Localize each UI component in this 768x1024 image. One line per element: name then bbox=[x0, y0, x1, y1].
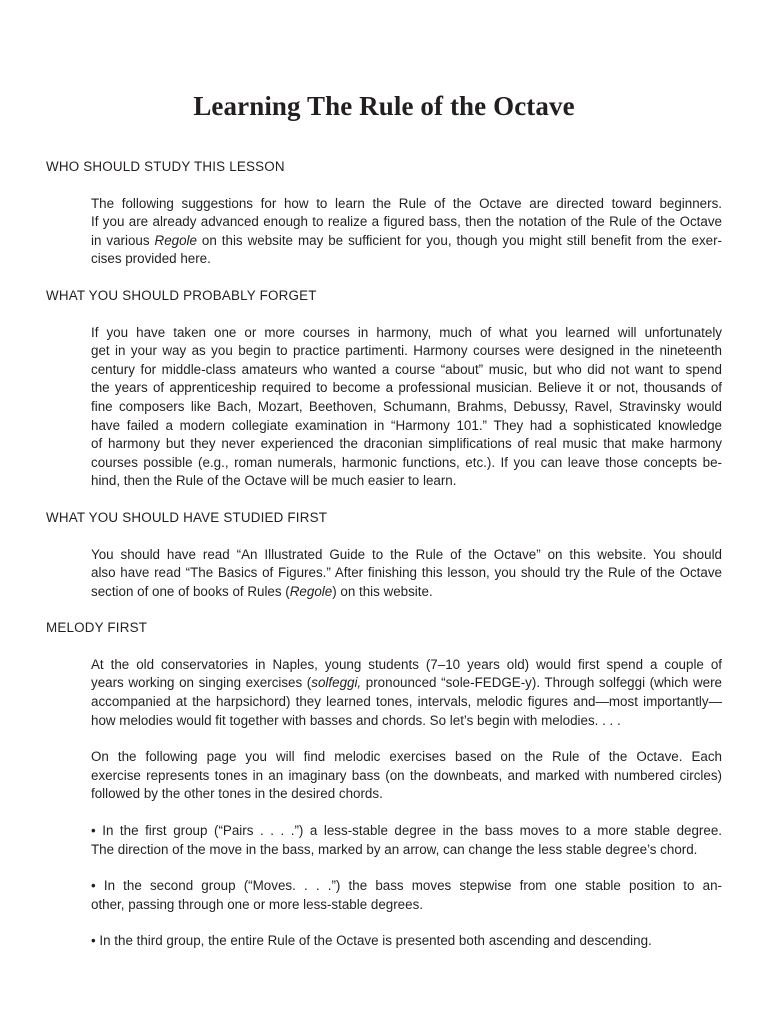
text-segment: years working on singing exercises ( bbox=[91, 675, 312, 691]
section-heading: WHAT YOU SHOULD PROBABLY FORGET bbox=[46, 287, 317, 303]
text-line: You should have read “An Illustrated Guide to the Rule of the Octave” on this website. You should bbox=[91, 546, 722, 562]
text-line bbox=[46, 674, 722, 693]
text-line: On the following page you will find melodic exercises based on the Rule of the Octave. Each bbox=[91, 749, 722, 765]
body-paragraph bbox=[46, 932, 722, 951]
section-heading: WHAT YOU SHOULD HAVE STUDIED FIRST bbox=[46, 509, 328, 525]
body-paragraph bbox=[46, 656, 722, 730]
italic-term: Regole bbox=[154, 232, 197, 248]
text-line: • In the second group (“Moves. . . .”) the bass moves stepwise from one stable position to an- bbox=[91, 878, 722, 894]
text-line: other, passing through one or more less-stable degrees. bbox=[91, 896, 423, 912]
text-line: The direction of the move in the bass, marked by an arrow, can change the less stable degree’s chord. bbox=[91, 841, 698, 857]
body-paragraph bbox=[46, 748, 722, 804]
text-segment: section of one of books of Rules ( bbox=[91, 583, 290, 599]
text-line: If you have taken one or more courses in harmony, much of what you learned will unfortunately bbox=[91, 324, 722, 340]
text-line bbox=[46, 583, 722, 602]
text-line: • In the third group, the entire Rule of the Octave is presented both ascending and descending. bbox=[91, 933, 652, 949]
text-line: exercise represents tones in an imaginary bass (on the downbeats, and marked with numbered circles) bbox=[91, 767, 722, 783]
section-heading: WHO SHOULD STUDY THIS LESSON bbox=[46, 159, 285, 174]
text-line: fine composers like Bach, Mozart, Beethoven, Schumann, Brahms, Debussy, Ravel, Stravinsky would bbox=[91, 398, 722, 414]
text-line: of harmony but they never experienced the draconian simplifications of real music that make harmony bbox=[91, 436, 722, 452]
text-line: If you are already advanced enough to realize a figured bass, then the notation of the Rule of the Octave bbox=[91, 214, 722, 230]
text-line: the years of apprenticeship required to become a professional musician. Believe it or not, thousands of bbox=[91, 380, 722, 396]
body-paragraph bbox=[46, 324, 722, 491]
text-line: The following suggestions for how to learn the Rule of the Octave are directed toward beginners. bbox=[91, 195, 722, 211]
body-paragraph bbox=[46, 195, 722, 269]
text-segment: ) on this website. bbox=[332, 583, 433, 599]
text-segment: in various bbox=[91, 232, 155, 248]
italic-term: solfeggi, bbox=[311, 675, 362, 691]
italic-term: Regole bbox=[289, 583, 333, 599]
body-paragraph bbox=[46, 877, 722, 914]
text-line: get in your way as you begin to practice partimenti. Harmony courses were designed in the nineteenth bbox=[91, 343, 722, 359]
body-paragraph bbox=[46, 546, 722, 602]
text-line: cises provided here. bbox=[91, 251, 211, 267]
text-line: hind, then the Rule of the Octave will be much easier to learn. bbox=[91, 473, 457, 489]
text-line: followed by the other tones in the desired chords. bbox=[91, 786, 383, 802]
text-segment: pronounced “sole-FEDGE-y). Through solfeggi (which were bbox=[361, 675, 722, 691]
text-line: • In the first group (“Pairs . . . .”) a less-stable degree in the bass moves to a more stable degree. bbox=[91, 823, 722, 839]
body-paragraph bbox=[46, 822, 722, 859]
text-segment: on this website may be sufficient for you, though you might still benefit from the exer- bbox=[196, 232, 723, 248]
text-line: have failed a modern collegiate examination in “Harmony 101.” They had a sophisticated knowledge bbox=[91, 417, 722, 433]
text-line: also have read “The Basics of Figures.” After finishing this lesson, you should try the Rule of the Octave bbox=[91, 565, 722, 581]
text-line: century for middle-class amateurs who wanted a course “about” music, but who did not want to spend bbox=[91, 361, 722, 377]
text-line: how melodies would fit together with basses and chords. So let’s begin with melodies. . . . bbox=[91, 712, 621, 728]
text-line: courses possible (e.g., roman numerals, harmonic functions, etc.). If you can leave those concepts be- bbox=[91, 454, 722, 470]
page-title: Learning The Rule of the Octave bbox=[193, 91, 575, 121]
text-line: At the old conservatories in Naples, young students (7–10 years old) would first spend a couple of bbox=[91, 656, 722, 672]
section-heading: MELODY FIRST bbox=[46, 620, 148, 636]
text-line: accompanied at the harpsichord) they learned tones, intervals, melodic figures and—most importantly— bbox=[91, 694, 722, 710]
document-body bbox=[46, 158, 722, 951]
text-line bbox=[46, 232, 722, 251]
